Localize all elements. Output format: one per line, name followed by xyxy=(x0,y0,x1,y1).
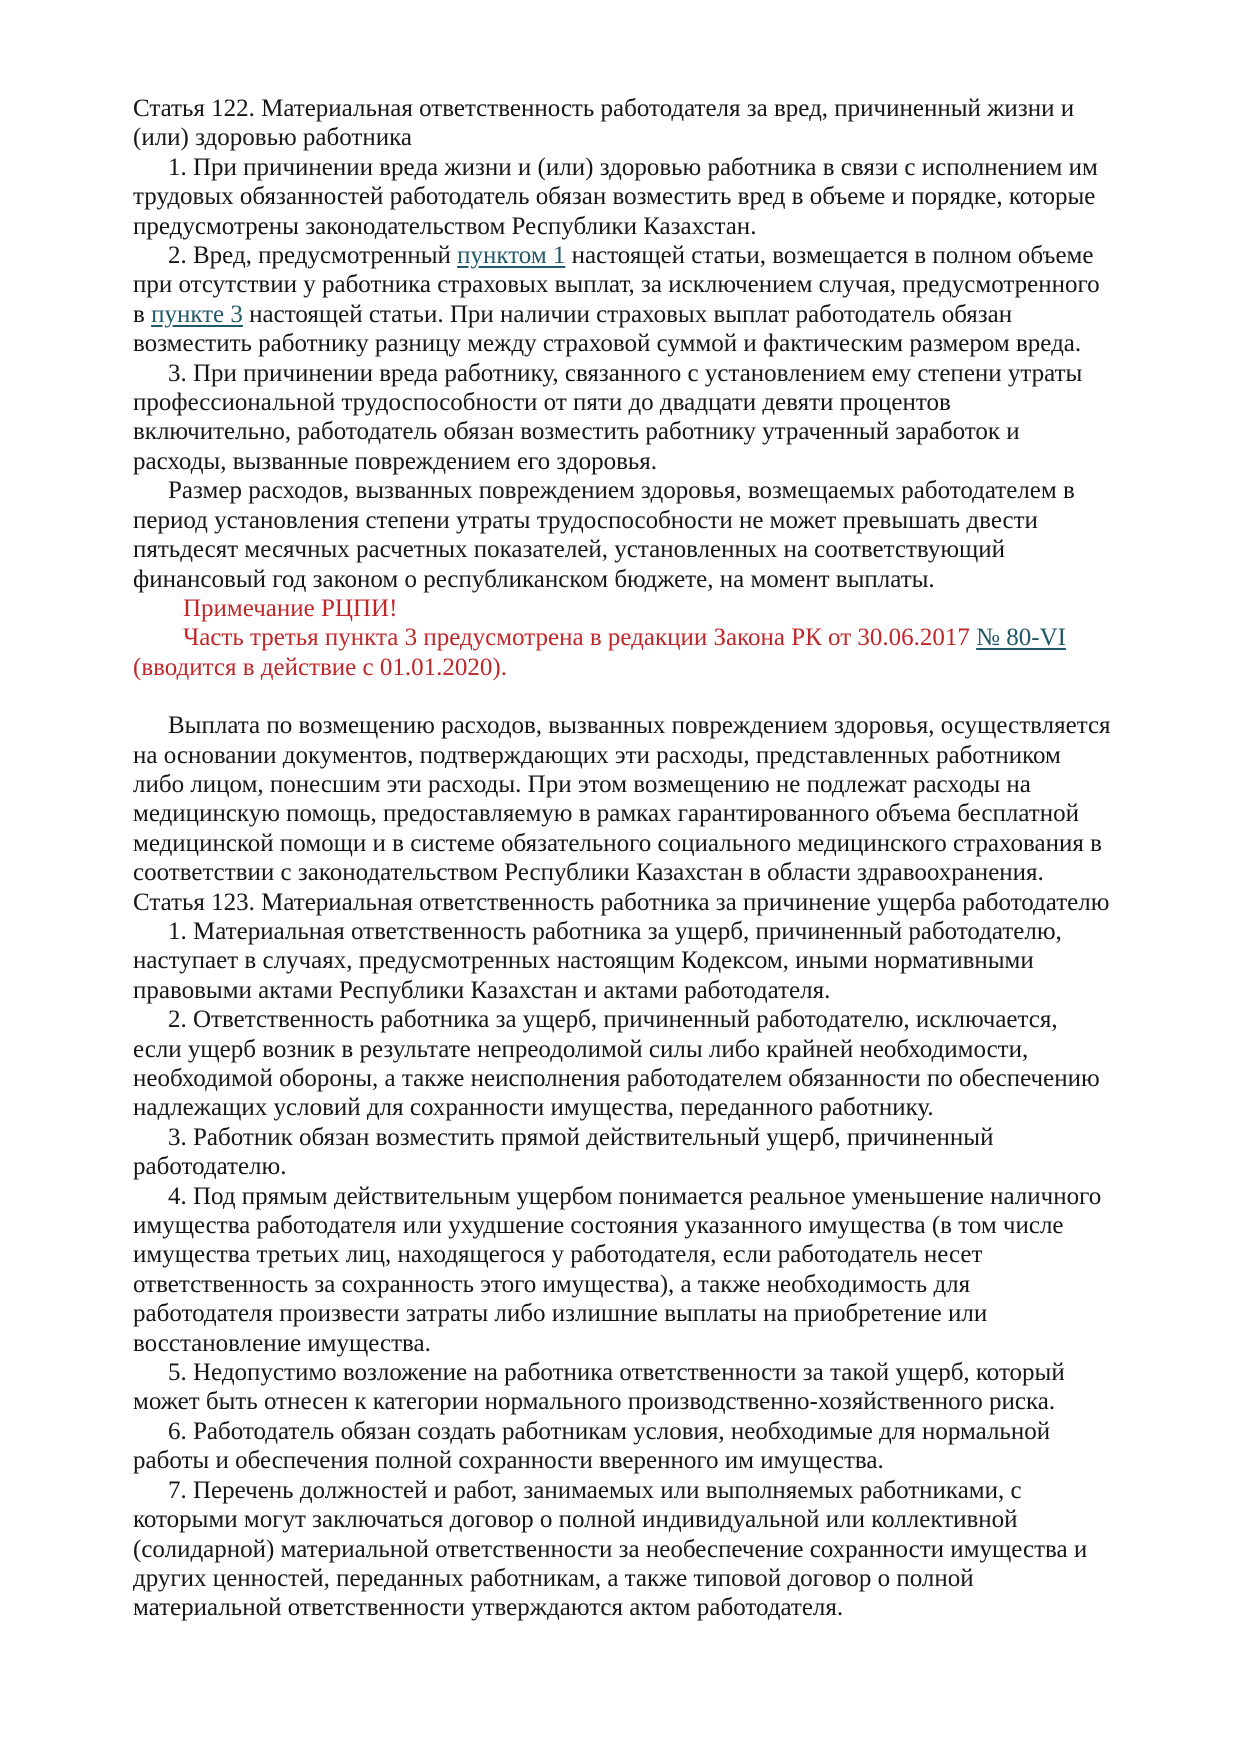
article-123-point-4 xyxy=(133,1182,1112,1358)
text-run: 3. Работник обязан возместить прямой действительный ущерб, причиненный работодателю. xyxy=(133,1123,994,1181)
text-run: 4. Под прямым действительным ущербом понимается реальное уменьшение наличного имущества работодателя или ухудшение состояния указанного имущества (в том числе имущества третьих лиц, находящегося у работодателя, если работодатель несет ответственность за сохранность этого имущества), а также необходимость для работодателя произвести затраты либо излишние выплаты на приобретение или восстановление имущества. xyxy=(133,1182,1102,1357)
article-123-point-5 xyxy=(133,1358,1112,1417)
article-123-point-2 xyxy=(133,1005,1112,1123)
article-123-point-1 xyxy=(133,917,1112,1005)
text-run: Статья 123. Материальная ответственность работника за причинение ущерба работодателю xyxy=(133,888,1110,916)
article-123-heading xyxy=(133,888,1112,917)
text-run: настоящей статьи, возмещается в полном объеме при отсутствии у работника страховых выплат, за исключением случая, предусмотренного в xyxy=(133,242,1100,328)
text-run: настоящей статьи. При наличии страховых выплат работодатель обязан возместить работнику разницу между страховой суммой и фактическим размером вреда. xyxy=(133,300,1082,358)
article-122-heading xyxy=(133,94,1112,153)
text-run: 2. Вред, предусмотренный xyxy=(168,242,458,270)
rcpi-note-text xyxy=(133,623,1112,682)
rcpi-note-heading xyxy=(133,594,1112,623)
article-122-point-3-part-2 xyxy=(133,476,1112,594)
text-run: 6. Работодатель обязан создать работникам условия, необходимые для нормальной работы и обеспечения полной сохранности вверенного им имущества. xyxy=(133,1417,1051,1475)
text-run: 1. Материальная ответственность работника за ущерб, причиненный работодателю, наступает в случаях, предусмотренных настоящим Кодексом, иными нормативными правовыми актами Республики Казахстан и актами работодателя. xyxy=(133,917,1062,1004)
article-122-point-1 xyxy=(133,153,1112,241)
text-run: Примечание РЦПИ! xyxy=(183,594,398,622)
article-122-point-3-part-3 xyxy=(133,711,1112,887)
text-run: (вводится в действие с 01.01.2020). xyxy=(133,653,507,681)
text-run: 5. Недопустимо возложение на работника ответственности за такой ущерб, который может быть отнесен к категории нормального производственно-хозяйственного риска. xyxy=(133,1359,1065,1416)
text-run: 1. При причинении вреда жизни и (или) здоровью работника в связи с исполнением им трудовых обязанностей работодатель обязан возместить вред в объеме и порядке, которые предусмотрены законодательством Республики Казахстан. xyxy=(133,153,1098,240)
text-run: 3. При причинении вреда работнику, связанного с установлением ему степени утраты профессиональной трудоспособности от пяти до двадцати девяти процентов включительно, работодатель обязан возместить работнику утраченный заработок и расходы, вызванные повреждением его здоровья. xyxy=(133,359,1083,475)
text-run: 2. Ответственность работника за ущерб, причиненный работодателю, исключается, если ущерб возник в результате непреодолимой силы либо крайней необходимости, необходимой обороны, а также неисполнения работодателем обязанности по обеспечению надлежащих условий для сохранности имущества, переданного работнику. xyxy=(133,1006,1100,1122)
article-123-point-6 xyxy=(133,1417,1112,1476)
link-punkt-3[interactable]: пункте 3 xyxy=(151,300,243,328)
article-123-point-3 xyxy=(133,1123,1112,1182)
text-run: Размер расходов, вызванных повреждением здоровья, возмещаемых работодателем в период установления степени утраты трудоспособности не может превышать двести пятьдесят месячных расчетных показателей, установленных на соответствующий финансовый год законом о республиканском бюджете, на момент выплаты. xyxy=(133,477,1075,593)
link-punkt-1[interactable]: пунктом 1 xyxy=(457,242,566,270)
text-run: Часть третья пункта 3 предусмотрена в редакции Закона РК от 30.06.2017 xyxy=(183,624,977,652)
text-run: 7. Перечень должностей и работ, занимаемых или выполняемых работниками, с которыми могут заключаться договор о полной индивидуальной или коллективной (солидарной) материальной ответственности за необеспечение сохранности имущества и других ценностей, переданных работникам, а также типовой договор о полной материальной ответственности утверждаются актом работодателя. xyxy=(133,1476,1088,1622)
article-123-point-7 xyxy=(133,1476,1112,1623)
text-run: Статья 122. Материальная ответственность работодателя за вред, причиненный жизни и (или) здоровью работника xyxy=(133,95,1075,152)
link-law-80-vi[interactable]: № 80-VI xyxy=(976,624,1066,652)
text-run: Выплата по возмещению расходов, вызванных повреждением здоровья, осуществляется на основании документов, подтверждающих эти расходы, представленных работником либо лицом, понесшим эти расходы. При этом возмещению не подлежат расходы на медицинскую помощь, предоставляемую в рамках гарантированного объема бесплатной медицинской помощи и в системе обязательного социального медицинского страхования в соответствии с законодательством Республики Казахстан в области здравоохранения. xyxy=(133,712,1111,887)
paragraph-spacer xyxy=(133,682,1112,711)
article-122-point-3 xyxy=(133,359,1112,477)
article-122-point-2 xyxy=(133,241,1112,359)
